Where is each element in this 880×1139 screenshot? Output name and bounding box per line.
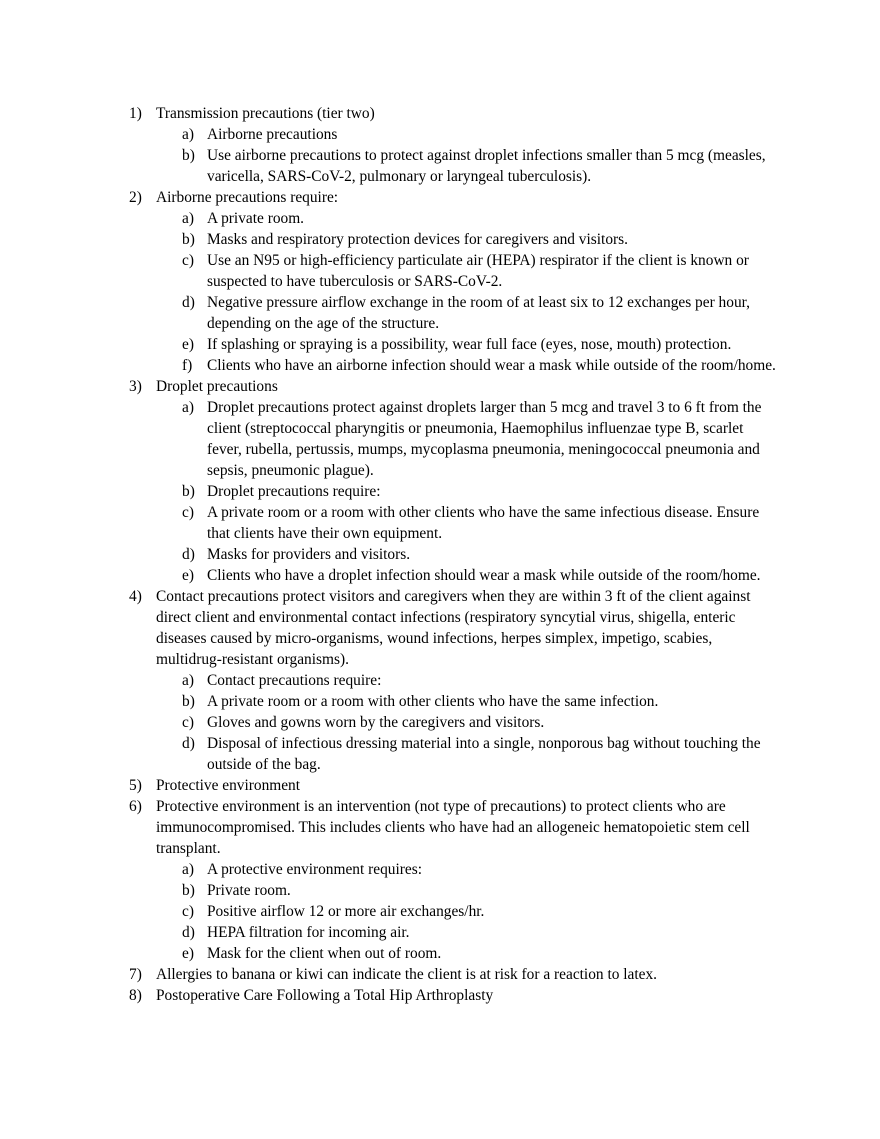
sub-list-item — [0, 292, 779, 334]
sub-list-item — [0, 250, 779, 292]
sub-list-item — [0, 670, 779, 691]
sub-list-letter: a) — [182, 126, 194, 143]
sub-list-item — [0, 691, 779, 712]
list-item-text: Postoperative Care Following a Total Hip Arthroplasty — [156, 987, 494, 1004]
sub-list-item-text: Masks for providers and visitors. — [207, 546, 411, 563]
list-item — [0, 775, 776, 796]
sub-list-letter: a) — [182, 210, 194, 227]
sub-list-item — [0, 229, 779, 250]
sub-list-item — [0, 355, 779, 376]
list-item-text: Transmission precautions (tier two) — [156, 105, 375, 122]
list-item-text: Airborne precautions require: — [156, 189, 339, 206]
sub-list-item — [0, 397, 779, 481]
list-number: 3) — [129, 378, 142, 395]
sub-list-letter: b) — [182, 483, 195, 500]
sub-list-item-text: HEPA filtration for incoming air. — [207, 924, 410, 941]
sub-list-letter: b) — [182, 882, 195, 899]
sub-list-letter: c) — [182, 714, 194, 731]
sub-list-letter: a) — [182, 672, 194, 689]
sub-list-letter: e) — [182, 567, 194, 584]
sub-list-item-text: Positive airflow 12 or more air exchanges/hr. — [207, 903, 485, 920]
list-item — [0, 376, 776, 397]
sub-list-letter: c) — [182, 252, 194, 269]
sub-list-item — [0, 544, 779, 565]
sub-list-letter: d) — [182, 924, 195, 941]
sub-list-item — [0, 712, 779, 733]
sub-list-item — [0, 124, 779, 145]
sub-list-item — [0, 502, 779, 544]
sub-list-item-text: Negative pressure airflow exchange in the room of at least six to 12 exchanges per hour, depending on the age of the structure. — [207, 294, 751, 332]
list-number: 5) — [129, 777, 142, 794]
sub-list-item-text: Mask for the client when out of room. — [207, 945, 442, 962]
sub-list-letter: a) — [182, 861, 194, 878]
sub-list-item — [0, 733, 779, 775]
sub-list-letter: c) — [182, 903, 194, 920]
sub-list-letter: b) — [182, 147, 195, 164]
sub-list-item-text: A protective environment requires: — [207, 861, 422, 878]
list-item-text: Protective environment — [156, 777, 301, 794]
sub-list-item — [0, 943, 779, 964]
sub-list-item — [0, 922, 779, 943]
list-number: 8) — [129, 987, 142, 1004]
list-item-text: Contact precautions protect visitors and caregivers when they are within 3 ft of the client against direct client and environmental contact infections (respiratory syncytial virus, shigella, enteric diseases caused by micro-organisms, wound infections, herpes simplex, impetigo, scabies, multidrug-resistant organisms). — [156, 588, 751, 668]
sub-list-item — [0, 145, 779, 187]
list-item — [0, 796, 776, 859]
sub-list-item-text: Use airborne precautions to protect against droplet infections smaller than 5 mcg (measles, varicella, SARS-CoV-2, pulmonary or laryngeal tuberculosis). — [207, 147, 766, 185]
sub-list-item — [0, 901, 779, 922]
sub-list-item-text: Masks and respiratory protection devices for caregivers and visitors. — [207, 231, 628, 248]
sub-list-item — [0, 208, 779, 229]
list-item-text: Allergies to banana or kiwi can indicate the client is at risk for a reaction to latex. — [156, 966, 658, 983]
list-item — [0, 103, 776, 124]
sub-list-letter: d) — [182, 294, 195, 311]
sub-list-item-text: A private room or a room with other clients who have the same infectious disease. Ensure that clients have their own equipment. — [207, 504, 760, 542]
sub-list-item-text: Clients who have a droplet infection should wear a mask while outside of the room/home. — [207, 567, 761, 584]
document-page — [0, 103, 880, 1006]
list-item-text: Droplet precautions — [156, 378, 278, 395]
list-item — [0, 187, 776, 208]
sub-list-item — [0, 334, 779, 355]
sub-list-letter: e) — [182, 945, 194, 962]
sub-list-item-text: Clients who have an airborne infection should wear a mask while outside of the room/home. — [207, 357, 776, 374]
sub-list-item — [0, 565, 779, 586]
list-item — [0, 985, 776, 1006]
sub-list-item — [0, 880, 779, 901]
sub-list-item — [0, 859, 779, 880]
sub-list-item-text: Gloves and gowns worn by the caregivers and visitors. — [207, 714, 545, 731]
sub-list-item-text: Droplet precautions require: — [207, 483, 381, 500]
sub-list-letter: f) — [182, 357, 193, 374]
sub-list-item-text: A private room or a room with other clients who have the same infection. — [207, 693, 659, 710]
list-number: 6) — [129, 798, 142, 815]
sub-list-item — [0, 481, 779, 502]
sub-list-letter: d) — [182, 546, 195, 563]
sub-list-item-text: Airborne precautions — [207, 126, 338, 143]
sub-list-item-text: If splashing or spraying is a possibility, wear full face (eyes, nose, mouth) protection. — [207, 336, 732, 353]
sub-list-item-text: Disposal of infectious dressing material into a single, nonporous bag without touching the outside of the bag. — [207, 735, 761, 773]
sub-list-letter: b) — [182, 231, 195, 248]
sub-list-item-text: Private room. — [207, 882, 291, 899]
list-item — [0, 586, 776, 670]
list-number: 7) — [129, 966, 142, 983]
sub-list-item-text: Use an N95 or high-efficiency particulate air (HEPA) respirator if the client is known or suspected to have tuberculosis or SARS-CoV-2. — [207, 252, 749, 290]
list-item — [0, 964, 776, 985]
list-item-text: Protective environment is an intervention (not type of precautions) to protect clients who are immunocompromised. This includes clients who have had an allogeneic hematopoietic stem cell transplant. — [156, 798, 750, 857]
sub-list-letter: c) — [182, 504, 194, 521]
list-number: 1) — [129, 105, 142, 122]
sub-list-item-text: Droplet precautions protect against droplets larger than 5 mcg and travel 3 to 6 ft from the client (streptococcal pharyngitis or pneumonia, Haemophilus influenzae type B, scarlet fever, rubella, pertussis, mumps, mycoplasma pneumonia, meningococcal pneumonia and sepsis, pneumonic plague). — [207, 399, 762, 479]
sub-list-item-text: Contact precautions require: — [207, 672, 382, 689]
list-number: 4) — [129, 588, 142, 605]
list-number: 2) — [129, 189, 142, 206]
sub-list-letter: e) — [182, 336, 194, 353]
sub-list-letter: a) — [182, 399, 194, 416]
sub-list-item-text: A private room. — [207, 210, 305, 227]
sub-list-letter: d) — [182, 735, 195, 752]
sub-list-letter: b) — [182, 693, 195, 710]
